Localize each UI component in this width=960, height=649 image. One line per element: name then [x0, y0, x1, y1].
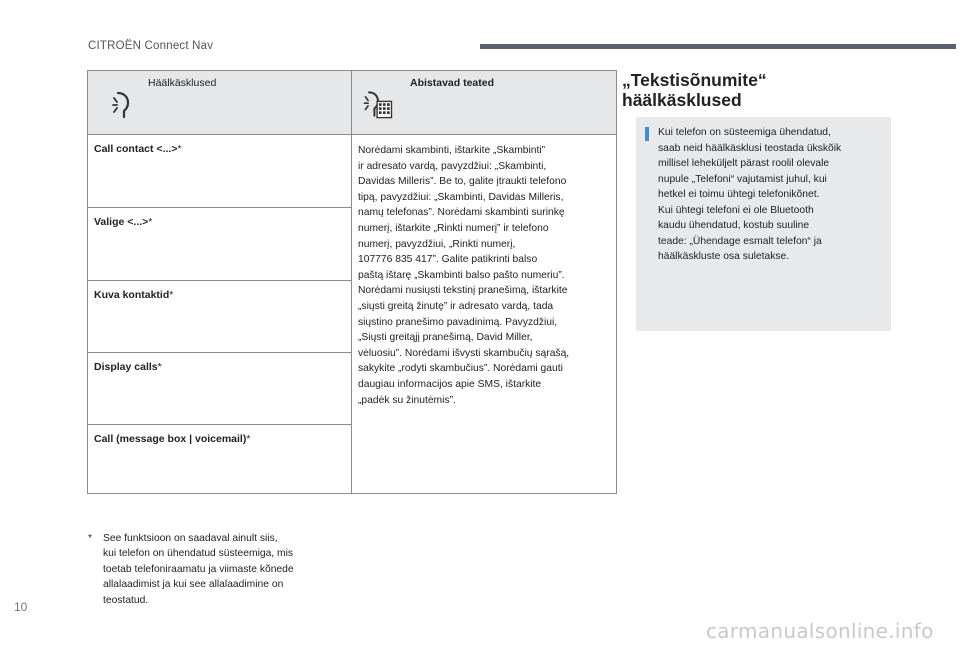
- voice-command-icon: [102, 85, 138, 125]
- section-title: „Tekstisõnumite“ häälkäsklused: [622, 70, 767, 110]
- command-label: Call (message box | voicemail)*: [94, 433, 251, 445]
- head-cell-commands: [88, 71, 351, 135]
- command-label: Call contact <...>*: [94, 143, 182, 155]
- table-row: [88, 281, 351, 353]
- voice-keypad-icon: [360, 85, 396, 125]
- header-title: CITROËN Connect Nav: [88, 40, 214, 52]
- table-row: [88, 353, 351, 425]
- head-label-commands: Häälkäsklused: [148, 77, 217, 89]
- head-label-messages: Abistavad teated: [410, 77, 495, 89]
- table-row: [88, 135, 351, 208]
- footnote: * See funktsioon on saadaval ainult siis, kui telefon on ühendatud süsteemiga, mis toetab telefoniraamatu ja viimaste kõnede allalaadimist ja kui see allalaadimine on teostatud.: [88, 533, 294, 606]
- watermark: carmanualsonline.info: [706, 619, 934, 643]
- info-text: Kui telefon on süsteemiga ühendatud, saab neid häälkäsklusi teostada ükskõik millisel leheküljelt pärast roolil olevale nupule „Telefoni“ vajutamist juhul, kui hetkel ei toimu ühtegi telefonikõnet. Kui ühtegi telefoni ei ole Bluetooth kaudu ühendatud, kostub suuline teade: „Ühendage esmalt telefon“ ja häälkäskluste osa suletakse.: [658, 127, 842, 262]
- footnote-marker: *: [88, 533, 93, 544]
- info-box: [636, 117, 891, 331]
- command-label: Kuva kontaktid*: [94, 289, 174, 301]
- table-row: [88, 208, 351, 281]
- messages-column: [352, 71, 616, 493]
- info-icon: [645, 127, 649, 141]
- table-row: [88, 425, 351, 493]
- header-bar: [480, 44, 956, 49]
- helpful-message-text: Norėdami skambinti, ištarkite „Skambinti” ir adresato vardą, pavyzdžiui: „Skambinti, Davidas Milleris”. Be to, galite įtraukti telefono tipą, pavyzdžiui: „Skambinti, Davidas Milleris, namų telefonas”. Norėdami skambinti surinkę numerį, ištarkite „Rinkti numerį” ir telefono numerį, pavyzdžiui, „Rinkti numerį, 107776 835 417”. Galite patikrinti balso paštą ištarę „Skambinti balso pašto numeriu”. Norėdami nusiųsti tekstinį pranešimą, ištarkite „siųsti greitą žinutę” ir adresato vardą, tada siųstino pranešimo pavadinimą. Pavyzdžiui, „Siųsti greitąjį pranešimą, David Miller, vėluosiu”. Norėdami išvysti skambučių sąrašą, sakykite „rodyti skambučius”. Norėdami gauti daugiau informacijos apie SMS, ištarkite „padėk su žinutėmis”.: [358, 145, 570, 406]
- commands-column: [88, 71, 352, 493]
- voice-command-table: [87, 70, 617, 494]
- command-label: Valige <...>*: [94, 216, 153, 228]
- command-label: Display calls*: [94, 361, 162, 373]
- head-cell-messages: [352, 71, 616, 135]
- page-number: 10: [14, 600, 28, 614]
